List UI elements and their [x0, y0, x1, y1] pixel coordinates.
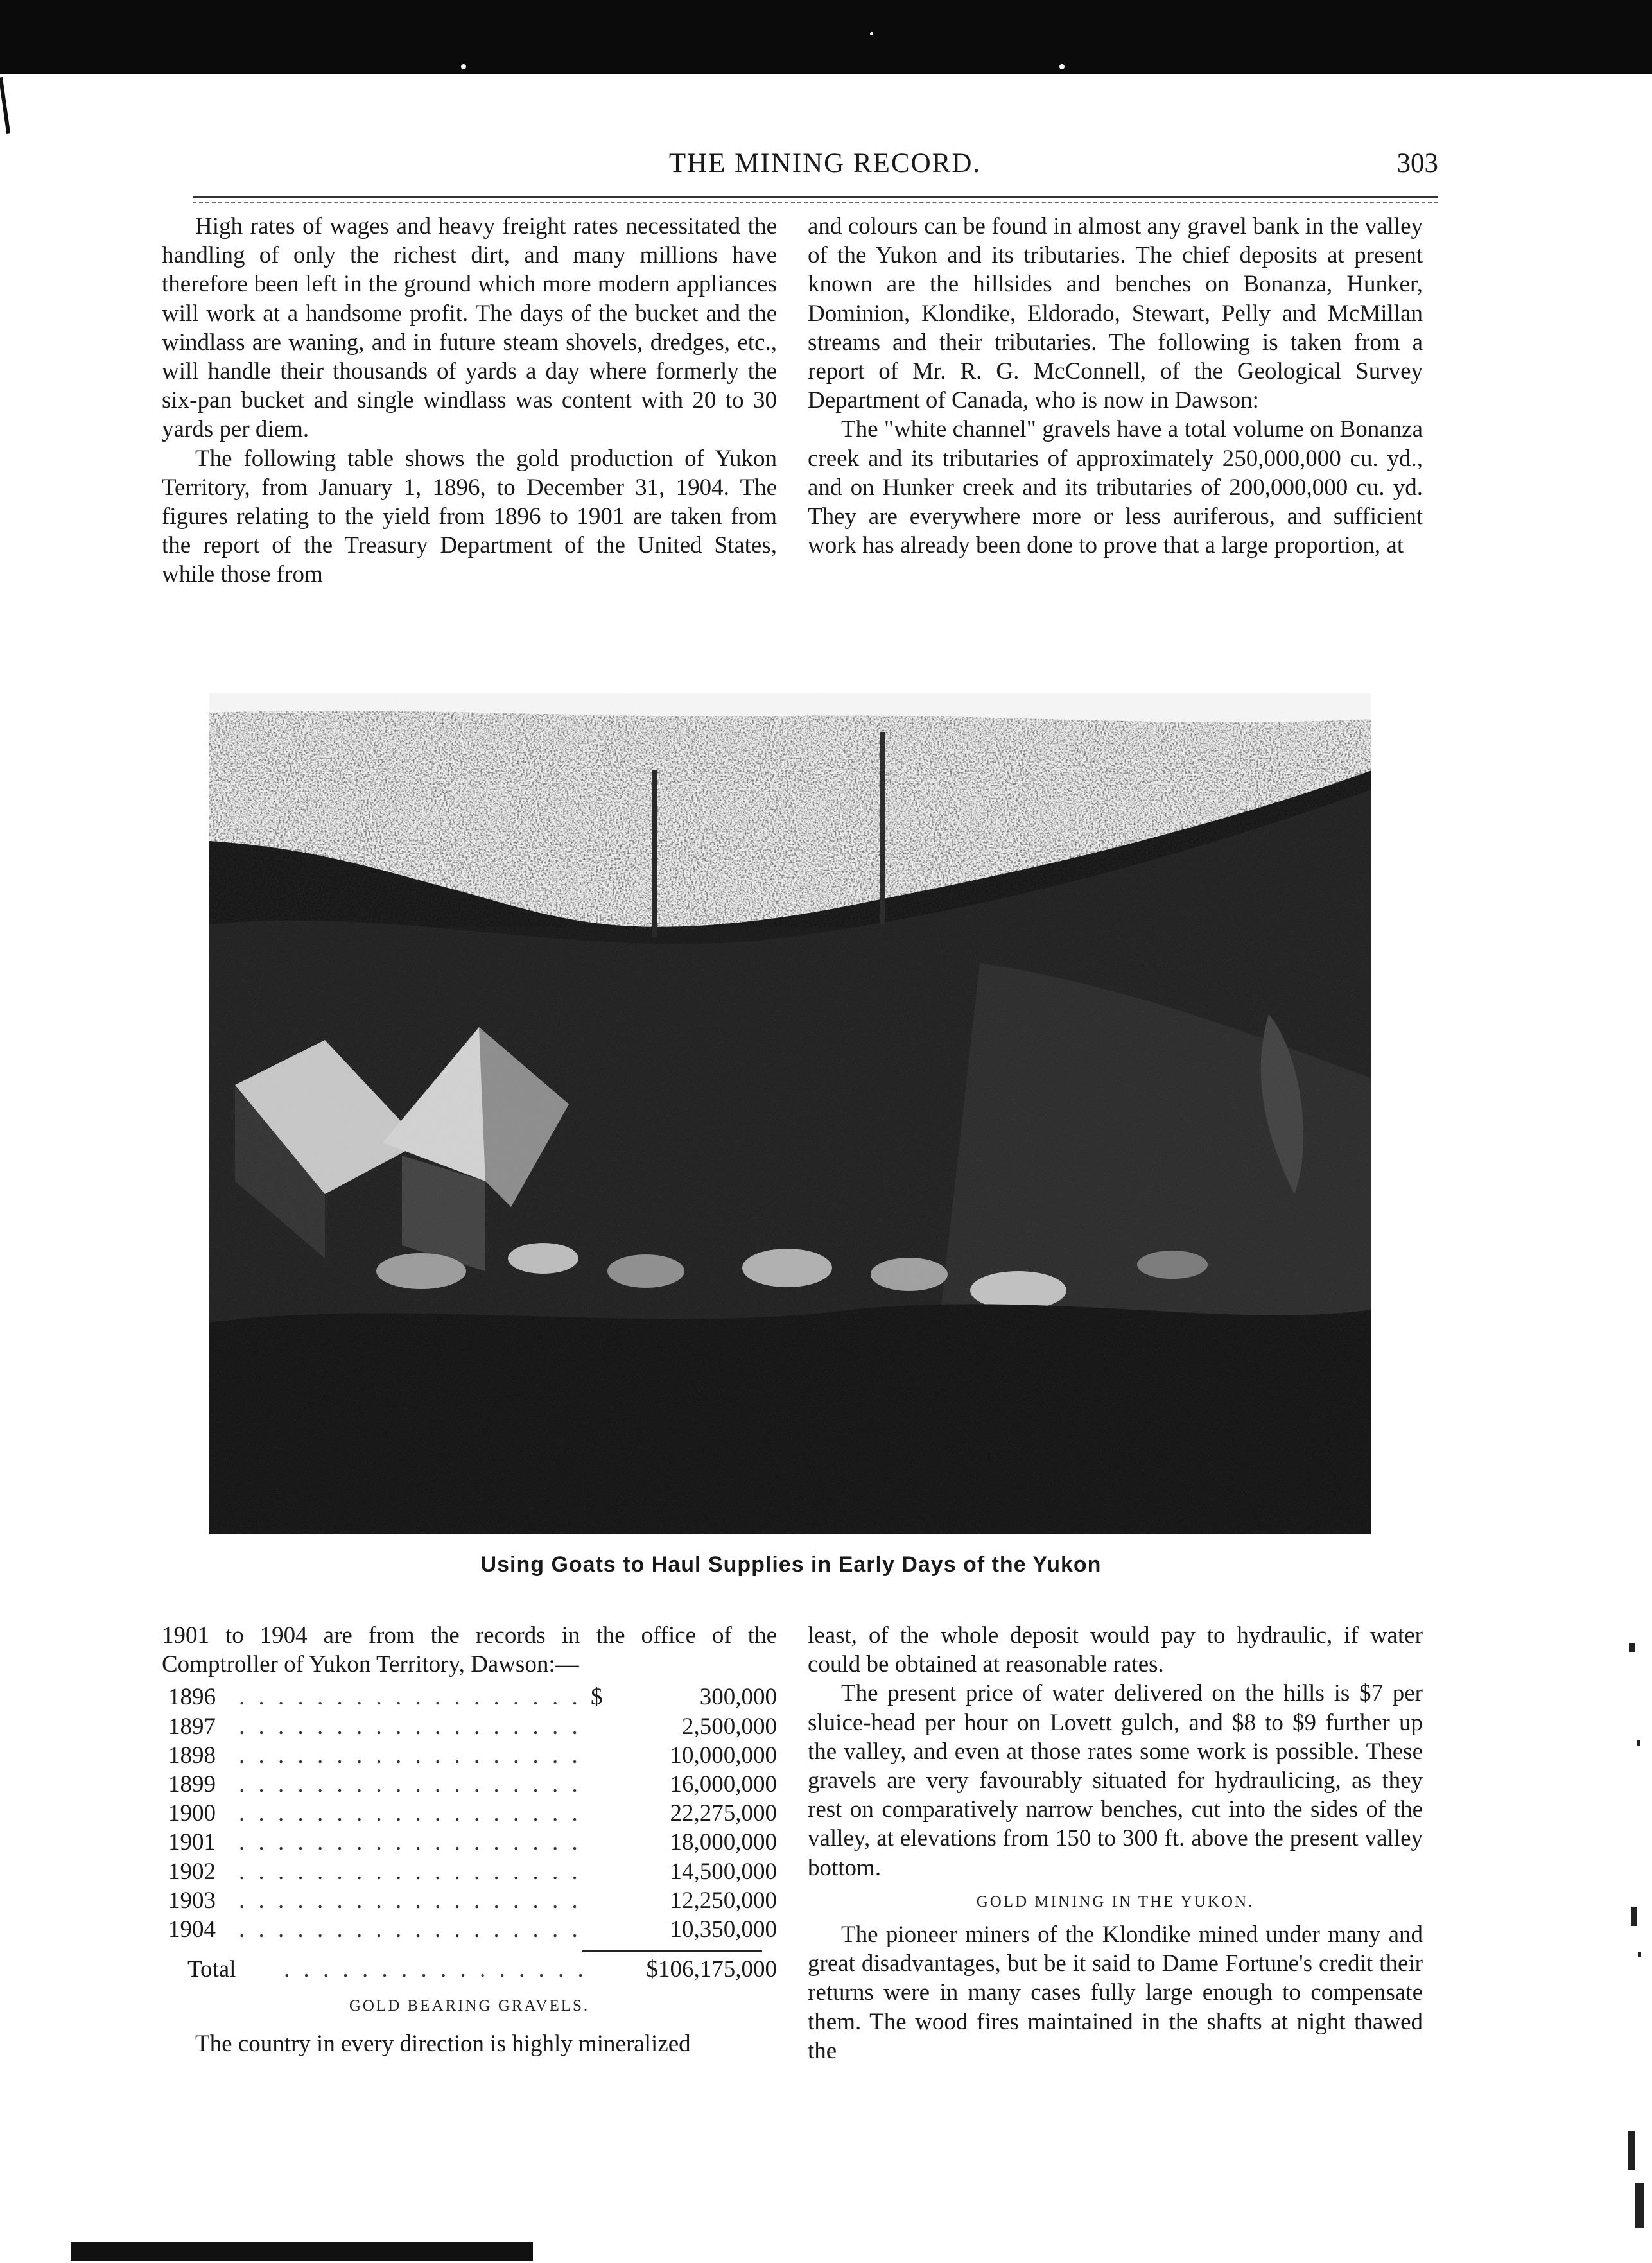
year-cell: 1897 — [168, 1713, 216, 1740]
table-row — [162, 1712, 777, 1741]
year-cell: 1904 — [168, 1916, 216, 1943]
paragraph: The pioneer miners of the Klondike mined under many and great disadvantages, but be it said to Dame Fortune's credit their returns were in many cases fully large enough to compensate them. The wood fires maintained in the shafts at night thawed the — [808, 1921, 1423, 2064]
amount-cell: 2,500,000 — [682, 1713, 777, 1740]
year-cell: 1903 — [168, 1887, 216, 1914]
leader-dots — [239, 1799, 591, 1828]
header-rule — [193, 196, 1438, 203]
amount-cell: 300,000 — [699, 1684, 777, 1711]
table-row — [162, 1799, 777, 1828]
table-row — [162, 1915, 777, 1944]
left-column-bottom — [162, 1621, 777, 2059]
paragraph: The "white channel" gravels have a total volume on Bonanza creek and its tributaries of approximately 250,000,000 cu. yd., and on Hunker creek and its tributaries of 200,000,000 cu. yd. They are everywhere more or less auriferous, and sufficient work has already been done to prove that a large proportion, at — [808, 416, 1423, 559]
scan-mark — [0, 77, 10, 134]
photo-illustration — [209, 693, 1371, 1534]
photograph-goats-yukon — [209, 693, 1371, 1534]
year-cell: 1898 — [168, 1742, 216, 1769]
page-number: 303 — [1396, 148, 1438, 178]
leader-dots — [239, 1712, 591, 1741]
section-heading: GOLD MINING IN THE YUKON. — [976, 1893, 1255, 1911]
table-row — [162, 1828, 777, 1857]
year-cell: 1901 — [168, 1829, 216, 1856]
paragraph: The following table shows the gold production of Yukon Territory, from January 1, 1896, to December 31, 1904. The figures relating to the yield from 1896 to 1901 are taken from the report of the Treasury Department of the United States, while those from — [162, 445, 777, 588]
leader-dots — [239, 1828, 591, 1857]
table-row — [162, 1683, 777, 1712]
amount-cell: 12,250,000 — [670, 1887, 777, 1914]
paragraph: The present price of water delivered on the hills is $7 per sluice-head per hour on Lovett gulch, and $8 to $9 further up the valley, and even at those rates some work is possible. These gravels are very favourably situated for hydraulicing, as they rest on comparatively narrow benches, cut into the sides of the valley, at elevations from 150 to 300 ft. above the present valley bottom. — [808, 1680, 1423, 1881]
right-column-top — [808, 212, 1423, 560]
photo-caption: Using Goats to Haul Supplies in Early Days of the Yukon — [480, 1552, 1102, 1577]
scan-speck — [1631, 1907, 1637, 1926]
scan-speck — [461, 64, 466, 69]
leader-dots — [284, 1955, 591, 1984]
scan-speck — [1638, 1952, 1641, 1957]
amount-cell: 22,275,000 — [670, 1800, 777, 1827]
total-amount: $106,175,000 — [646, 1956, 777, 1983]
paragraph: and colours can be found in almost any gravel bank in the valley of the Yukon and its tributaries. The chief deposits at present known are the hillsides and benches on Bonanza, Hunker, Dominion, Klondike, Eldorado, Stewart, Pelly and McMillan streams and their tributaries. The following is taken from a report of Mr. R. G. McConnell, of the Geological Survey Department of Canada, who is now in Dawson: — [808, 213, 1423, 414]
table-row — [162, 1741, 777, 1770]
scan-speck — [1637, 1740, 1640, 1746]
scan-border-top — [0, 0, 1652, 74]
currency-cell: $ — [591, 1684, 603, 1711]
paragraph: 1901 to 1904 are from the records in the office of the Comptroller of Yukon Territory, Dawson:— — [162, 1622, 777, 1678]
scan-speck — [870, 32, 873, 35]
leader-dots — [239, 1886, 591, 1915]
scan-speck — [1628, 2131, 1635, 2170]
total-rule — [582, 1950, 762, 1952]
total-row — [162, 1955, 777, 1984]
scan-speck — [1059, 64, 1065, 69]
leader-dots — [239, 1770, 591, 1799]
year-cell: 1896 — [168, 1684, 216, 1711]
leader-dots — [239, 1683, 591, 1712]
total-label: Total — [187, 1956, 236, 1983]
table-row — [162, 1770, 777, 1799]
leader-dots — [239, 1857, 591, 1886]
paragraph: High rates of wages and heavy freight rates necessitated the handling of only the richest dirt, and many millions have therefore been left in the ground which more modern appliances will work at a handsome profit. The days of the bucket and the windlass are waning, and in future steam shovels, dredges, etc., will handle their thousands of yards a day where formerly the six-pan bucket and single windlass was content with 20 to 30 yards per diem. — [162, 213, 777, 443]
scan-border-bottom — [71, 2242, 533, 2261]
leader-dots — [239, 1915, 591, 1944]
paragraph: least, of the whole deposit would pay to hydraulic, if water could be obtained at reasonable rates. — [808, 1622, 1423, 1678]
leader-dots — [239, 1741, 591, 1770]
year-cell: 1900 — [168, 1800, 216, 1827]
left-column-top — [162, 212, 777, 589]
section-heading: GOLD BEARING GRAVELS. — [349, 1997, 590, 2015]
year-cell: 1902 — [168, 1858, 216, 1885]
journal-title: THE MINING RECORD. — [668, 148, 982, 178]
right-column-bottom — [808, 1621, 1423, 2065]
amount-cell: 10,350,000 — [670, 1916, 777, 1943]
year-cell: 1899 — [168, 1771, 216, 1798]
paragraph: The country in every direction is highly mineralized — [195, 2031, 691, 2058]
table-row — [162, 1857, 777, 1886]
gold-production-table — [162, 1683, 777, 1984]
table-row — [162, 1886, 777, 1915]
amount-cell: 16,000,000 — [670, 1771, 777, 1798]
scan-speck — [1629, 1643, 1635, 1652]
scan-speck — [1635, 2183, 1644, 2228]
amount-cell: 14,500,000 — [670, 1858, 777, 1885]
scan-edge-noise — [1622, 1605, 1648, 2247]
running-head — [205, 148, 1445, 193]
amount-cell: 10,000,000 — [670, 1742, 777, 1769]
amount-cell: 18,000,000 — [670, 1829, 777, 1856]
